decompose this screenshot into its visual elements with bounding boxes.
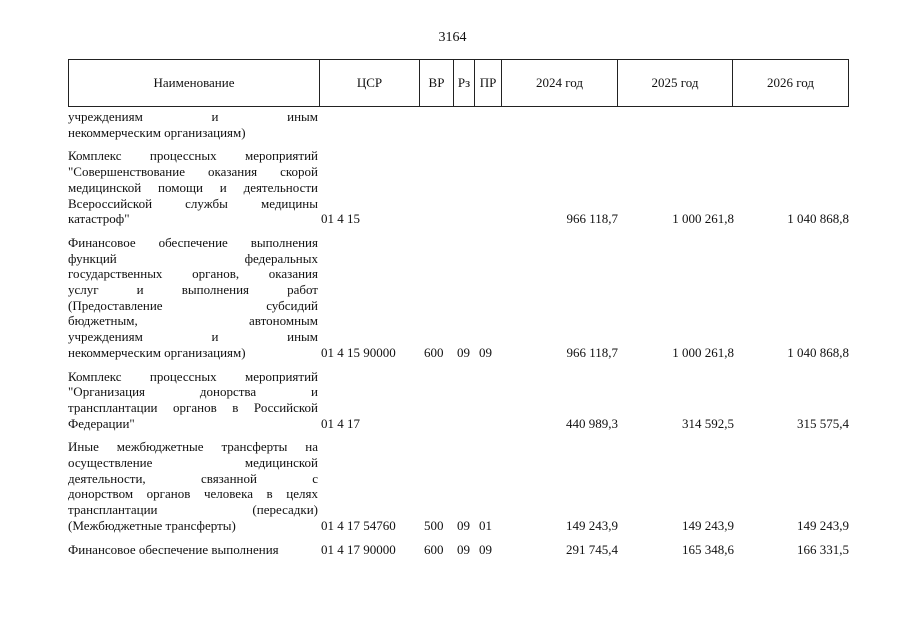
row-name-line: учреждениям и иным <box>68 109 318 124</box>
header-2025: 2025 год <box>618 60 733 106</box>
table-body <box>68 107 858 557</box>
cell-2026: 315 575,4 <box>797 415 849 431</box>
cell-vr: 600 <box>424 344 444 360</box>
row-name-line: осуществление медицинской <box>68 455 318 471</box>
cell-2024: 440 989,3 <box>566 415 618 431</box>
row-name-line: Всероссийской службы медицины <box>68 195 318 211</box>
cell-2025: 1 000 261,8 <box>672 211 734 227</box>
row-name-line: бюджетным, автономным <box>68 313 318 329</box>
cell-vr: 600 <box>424 541 444 557</box>
cell-2026: 1 040 868,8 <box>787 344 849 360</box>
row-name-line: "Организация донорства и <box>68 384 318 400</box>
row-name <box>68 367 318 432</box>
cell-rz: 09 <box>457 517 470 533</box>
cell-2025: 314 592,5 <box>682 415 734 431</box>
table-row <box>68 146 858 227</box>
row-name-line: медицинской помощи и деятельности <box>68 179 318 195</box>
header-vr: ВР <box>420 60 454 106</box>
row-name-line: Иные межбюджетные трансферты на <box>68 439 318 455</box>
table-row <box>68 540 858 558</box>
row-name-line: катастроф" <box>68 211 130 227</box>
row-name-line: деятельности, связанной с <box>68 470 318 486</box>
header-2024: 2024 год <box>502 60 618 106</box>
row-name-line: донорством органов человека в целях <box>68 486 318 502</box>
row-name <box>68 107 318 140</box>
row-name <box>68 233 318 361</box>
table-row <box>68 107 858 140</box>
cell-rz: 09 <box>457 344 470 360</box>
header-name: Наименование <box>69 60 320 106</box>
page-number: 3164 <box>438 30 467 45</box>
row-name-line: "Совершенствование оказания скорой <box>68 164 318 180</box>
cell-2025: 165 348,6 <box>682 541 734 557</box>
row-name-line: Комплекс процессных мероприятий <box>68 368 318 384</box>
cell-pr: 09 <box>479 541 492 557</box>
row-name <box>68 540 318 558</box>
row-name-line: Федерации" <box>68 415 135 431</box>
row-name-line: трансплантации (пересадки) <box>68 502 318 518</box>
header-rz: Рз <box>454 60 475 106</box>
row-name <box>68 146 318 227</box>
header-2026: 2026 год <box>767 75 814 90</box>
header-csr: ЦСР <box>320 60 420 106</box>
cell-2026: 166 331,5 <box>797 541 849 557</box>
row-name-line: Комплекс процессных мероприятий <box>68 148 318 164</box>
cell-2024: 966 118,7 <box>566 211 618 227</box>
cell-2026: 1 040 868,8 <box>787 211 849 227</box>
row-name-line: (Межбюджетные трансферты) <box>68 517 236 533</box>
row-name-line: Финансовое обеспечение выполнения <box>68 541 279 557</box>
row-name-line: некоммерческим организациям) <box>68 124 246 140</box>
cell-2024: 966 118,7 <box>566 344 618 360</box>
cell-csr: 01 4 15 <box>321 211 360 227</box>
cell-csr: 01 4 17 90000 <box>321 541 396 557</box>
row-name-line: государственных органов, оказания <box>68 266 318 282</box>
cell-2024: 291 745,4 <box>566 541 618 557</box>
cell-2024: 149 243,9 <box>566 517 618 533</box>
table-row <box>68 233 858 361</box>
table-header <box>68 59 849 107</box>
cell-pr: 01 <box>479 517 492 533</box>
cell-csr: 01 4 15 90000 <box>321 344 396 360</box>
row-name-line: некоммерческим организациям) <box>68 344 246 360</box>
row-name-line: трансплантации органов в Российской <box>68 399 318 415</box>
cell-vr: 500 <box>424 517 444 533</box>
cell-2025: 1 000 261,8 <box>672 344 734 360</box>
row-name-line: учреждениям и иным <box>68 329 318 345</box>
cell-rz: 09 <box>457 541 470 557</box>
cell-csr: 01 4 17 54760 <box>321 517 396 533</box>
cell-pr: 09 <box>479 344 492 360</box>
row-name <box>68 437 318 533</box>
table-row <box>68 367 858 432</box>
row-name-line: услуг и выполнения работ <box>68 282 318 298</box>
cell-csr: 01 4 17 <box>321 415 360 431</box>
table-row <box>68 437 858 533</box>
row-name-line: функций федеральных <box>68 250 318 266</box>
row-name-line: (Предоставление субсидий <box>68 297 318 313</box>
cell-2026: 149 243,9 <box>797 517 849 533</box>
row-name-line: Финансовое обеспечение выполнения <box>68 234 318 250</box>
cell-2025: 149 243,9 <box>682 517 734 533</box>
header-pr: ПР <box>475 60 502 106</box>
